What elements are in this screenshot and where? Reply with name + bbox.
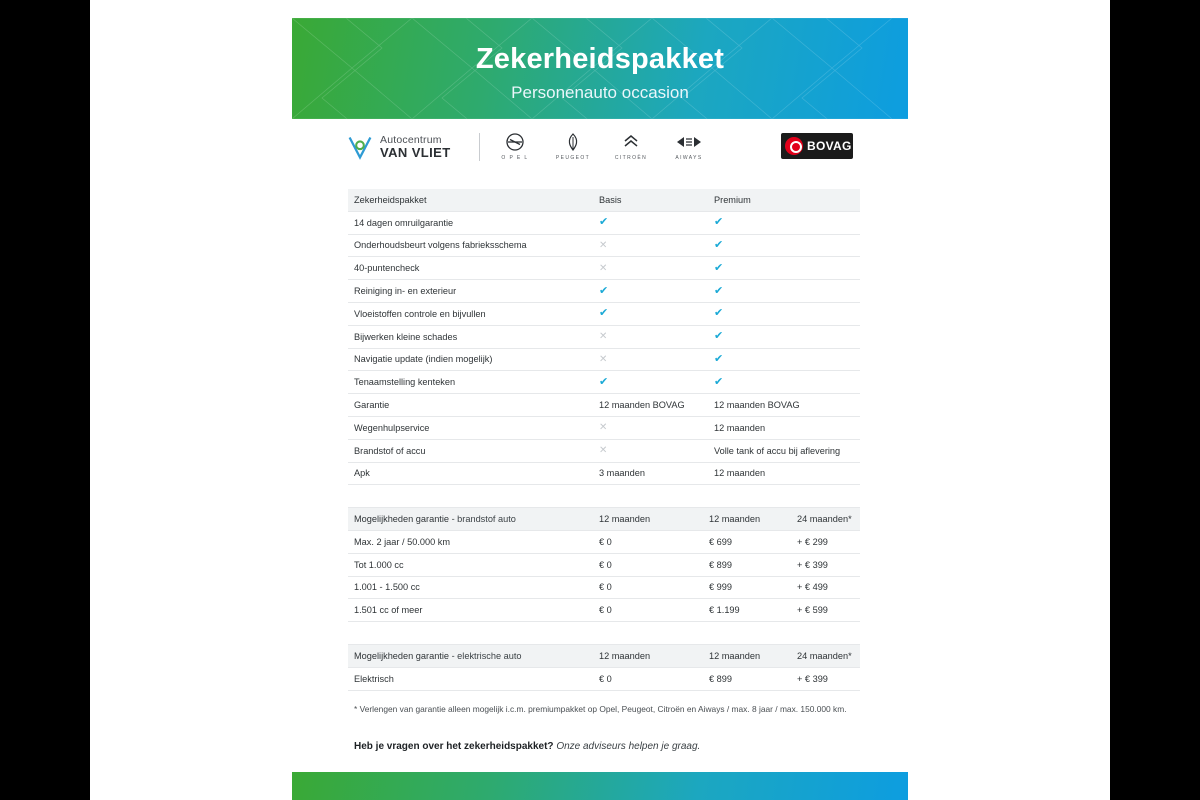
table-row bbox=[348, 348, 860, 371]
premium-value: 12 maanden bbox=[708, 462, 860, 485]
table-row bbox=[348, 667, 860, 690]
fuel-header-row bbox=[348, 508, 860, 530]
header-feature: Zekerheidspakket bbox=[348, 189, 593, 211]
basis-value bbox=[593, 257, 708, 280]
table-row bbox=[348, 257, 860, 280]
dealer-logo bbox=[347, 134, 451, 160]
feature-label: Max. 2 jaar / 50.000 km bbox=[348, 530, 593, 553]
electric-header-main: Mogelijkheden garantie bbox=[354, 650, 450, 661]
peugeot-logo-icon bbox=[564, 132, 582, 152]
dealer-name-line2: VAN VLIET bbox=[380, 144, 451, 160]
brand-divider bbox=[479, 133, 480, 161]
check-icon: ✔ bbox=[714, 330, 724, 343]
table-spacer-row bbox=[348, 622, 860, 645]
cta-answer: Onze adviseurs helpen je graag. bbox=[556, 740, 701, 752]
footnote: * Verlengen van garantie alleen mogelijk i.c.m. premiumpakket op Opel, Peugeot, Citroën en Aiways / max. 8 jaar / max. 150.000 km. bbox=[354, 703, 847, 714]
basis-value bbox=[593, 439, 708, 462]
table-row bbox=[348, 576, 860, 599]
price-col2: € 1.199 bbox=[703, 599, 791, 622]
marque-peugeot-caption: PEUGEOT bbox=[555, 155, 591, 161]
bovag-badge bbox=[781, 133, 853, 159]
premium-value bbox=[708, 234, 860, 257]
header-basis: Basis bbox=[593, 189, 708, 211]
feature-label: 40-puntencheck bbox=[348, 257, 593, 280]
price-col3: + € 399 bbox=[791, 553, 860, 576]
cross-icon: ✕ bbox=[599, 262, 608, 274]
table-row bbox=[348, 416, 860, 439]
feature-label: Tot 1.000 cc bbox=[348, 553, 593, 576]
check-icon: ✔ bbox=[714, 216, 724, 229]
marque-aiways bbox=[671, 132, 707, 161]
electric-header-col3: 24 maanden* bbox=[791, 645, 860, 667]
feature-label: Apk bbox=[348, 462, 593, 485]
table-row bbox=[348, 325, 860, 348]
brand-row bbox=[292, 130, 908, 178]
premium-value: Volle tank of accu bij aflevering bbox=[708, 439, 860, 462]
price-col1: € 0 bbox=[593, 599, 703, 622]
electric-header-row bbox=[348, 645, 860, 667]
cross-icon: ✕ bbox=[599, 422, 608, 434]
price-col1: € 0 bbox=[593, 667, 703, 690]
feature-label: Vloeistoffen controle en bijvullen bbox=[348, 302, 593, 325]
marque-citroen bbox=[613, 132, 649, 161]
cross-icon: ✕ bbox=[599, 353, 608, 365]
price-col3: + € 499 bbox=[791, 576, 860, 599]
fuel-header-col1: 12 maanden bbox=[593, 508, 703, 530]
electric-header-col2: 12 maanden bbox=[703, 645, 791, 667]
page-subtitle: Personenauto occasion bbox=[511, 82, 689, 102]
cross-icon: ✕ bbox=[599, 445, 608, 457]
price-col2: € 699 bbox=[703, 530, 791, 553]
price-col1: € 0 bbox=[593, 576, 703, 599]
header-premium: Premium bbox=[708, 189, 860, 211]
contact-cta bbox=[348, 741, 860, 752]
table-row bbox=[348, 394, 860, 417]
check-icon: ✔ bbox=[714, 352, 724, 365]
table-spacer-row bbox=[348, 485, 860, 508]
dealer-name-line1: Autocentrum bbox=[380, 133, 442, 146]
table-row bbox=[348, 211, 860, 234]
table-row bbox=[348, 234, 860, 257]
basis-value bbox=[593, 211, 708, 234]
check-icon: ✔ bbox=[714, 307, 724, 320]
fuel-header-col3: 24 maanden* bbox=[791, 508, 860, 530]
fuel-header-sub: - brandstof auto bbox=[449, 514, 516, 525]
price-col2: € 899 bbox=[703, 667, 791, 690]
feature-label: Wegenhulpservice bbox=[348, 416, 593, 439]
premium-value: 12 maanden bbox=[708, 416, 860, 439]
premium-value bbox=[708, 211, 860, 234]
basis-value bbox=[593, 416, 708, 439]
header-banner bbox=[292, 18, 908, 119]
feature-label: Reiniging in- en exterieur bbox=[348, 280, 593, 303]
table-header-row bbox=[348, 189, 860, 211]
fuel-warranty-table bbox=[348, 508, 860, 645]
van-vliet-v-icon bbox=[347, 134, 373, 160]
cross-icon: ✕ bbox=[599, 331, 608, 343]
fuel-header-col2: 12 maanden bbox=[703, 508, 791, 530]
price-col1: € 0 bbox=[593, 553, 703, 576]
electric-header-sub: - elektrische auto bbox=[449, 650, 522, 661]
opel-logo-icon bbox=[505, 132, 525, 152]
check-icon: ✔ bbox=[599, 284, 609, 297]
price-col3: + € 299 bbox=[791, 530, 860, 553]
premium-value bbox=[708, 302, 860, 325]
feature-label: Onderhoudsbeurt volgens fabrieksschema bbox=[348, 234, 593, 257]
check-icon: ✔ bbox=[599, 216, 609, 229]
electric-warranty-table bbox=[348, 645, 860, 691]
premium-value bbox=[708, 325, 860, 348]
cross-icon: ✕ bbox=[599, 239, 608, 251]
footer-banner bbox=[292, 772, 908, 800]
feature-label: Tenaamstelling kenteken bbox=[348, 371, 593, 394]
feature-label: Garantie bbox=[348, 394, 593, 417]
basis-value bbox=[593, 325, 708, 348]
marque-peugeot bbox=[555, 132, 591, 161]
marque-logos bbox=[497, 132, 707, 161]
table-row bbox=[348, 439, 860, 462]
check-icon: ✔ bbox=[599, 307, 609, 320]
electric-header-title bbox=[348, 645, 593, 667]
price-col2: € 999 bbox=[703, 576, 791, 599]
marque-opel bbox=[497, 132, 533, 161]
table-row bbox=[348, 280, 860, 303]
citroen-logo-icon bbox=[621, 132, 641, 152]
bovag-mark-icon bbox=[785, 137, 803, 155]
marque-aiways-caption: AIWAYS bbox=[675, 155, 703, 161]
check-icon: ✔ bbox=[714, 261, 724, 274]
document-page bbox=[90, 0, 1110, 800]
table-row bbox=[348, 599, 860, 622]
feature-label: Brandstof of accu bbox=[348, 439, 593, 462]
basis-value: 12 maanden BOVAG bbox=[593, 394, 708, 417]
price-col3: + € 599 bbox=[791, 599, 860, 622]
page-title: Zekerheidspakket bbox=[475, 43, 725, 75]
feature-label: 1.501 cc of meer bbox=[348, 599, 593, 622]
table-row bbox=[348, 302, 860, 325]
table-row bbox=[348, 530, 860, 553]
fuel-header-main: Mogelijkheden garantie bbox=[354, 514, 450, 525]
aiways-logo-icon bbox=[676, 132, 702, 152]
feature-label: Navigatie update (indien mogelijk) bbox=[348, 348, 593, 371]
feature-label: 1.001 - 1.500 cc bbox=[348, 576, 593, 599]
basis-value bbox=[593, 371, 708, 394]
premium-value bbox=[708, 371, 860, 394]
basis-value bbox=[593, 302, 708, 325]
feature-label: Bijwerken kleine schades bbox=[348, 325, 593, 348]
check-icon: ✔ bbox=[714, 375, 724, 388]
premium-value bbox=[708, 348, 860, 371]
electric-header-col1: 12 maanden bbox=[593, 645, 703, 667]
check-icon: ✔ bbox=[599, 375, 609, 388]
table-row bbox=[348, 371, 860, 394]
package-comparison-table bbox=[348, 189, 860, 508]
price-col1: € 0 bbox=[593, 530, 703, 553]
basis-value bbox=[593, 348, 708, 371]
price-col2: € 899 bbox=[703, 553, 791, 576]
premium-value bbox=[708, 280, 860, 303]
marque-citroen-caption: CITROËN bbox=[614, 155, 648, 161]
basis-value bbox=[593, 234, 708, 257]
check-icon: ✔ bbox=[714, 238, 724, 251]
basis-value: 3 maanden bbox=[593, 462, 708, 485]
price-col3: + € 399 bbox=[791, 667, 860, 690]
basis-value bbox=[593, 280, 708, 303]
fuel-header-title bbox=[348, 508, 593, 530]
premium-value: 12 maanden BOVAG bbox=[708, 394, 860, 417]
table-row bbox=[348, 462, 860, 485]
cta-question: Heb je vragen over het zekerheidspakket? bbox=[354, 740, 554, 752]
bovag-label: BOVAG bbox=[807, 139, 852, 153]
premium-value bbox=[708, 257, 860, 280]
feature-label: 14 dagen omruilgarantie bbox=[348, 211, 593, 234]
marque-opel-caption: O P E L bbox=[501, 155, 529, 161]
content-area bbox=[348, 189, 860, 752]
check-icon: ✔ bbox=[714, 284, 724, 297]
feature-label: Elektrisch bbox=[348, 667, 593, 690]
table-row bbox=[348, 553, 860, 576]
